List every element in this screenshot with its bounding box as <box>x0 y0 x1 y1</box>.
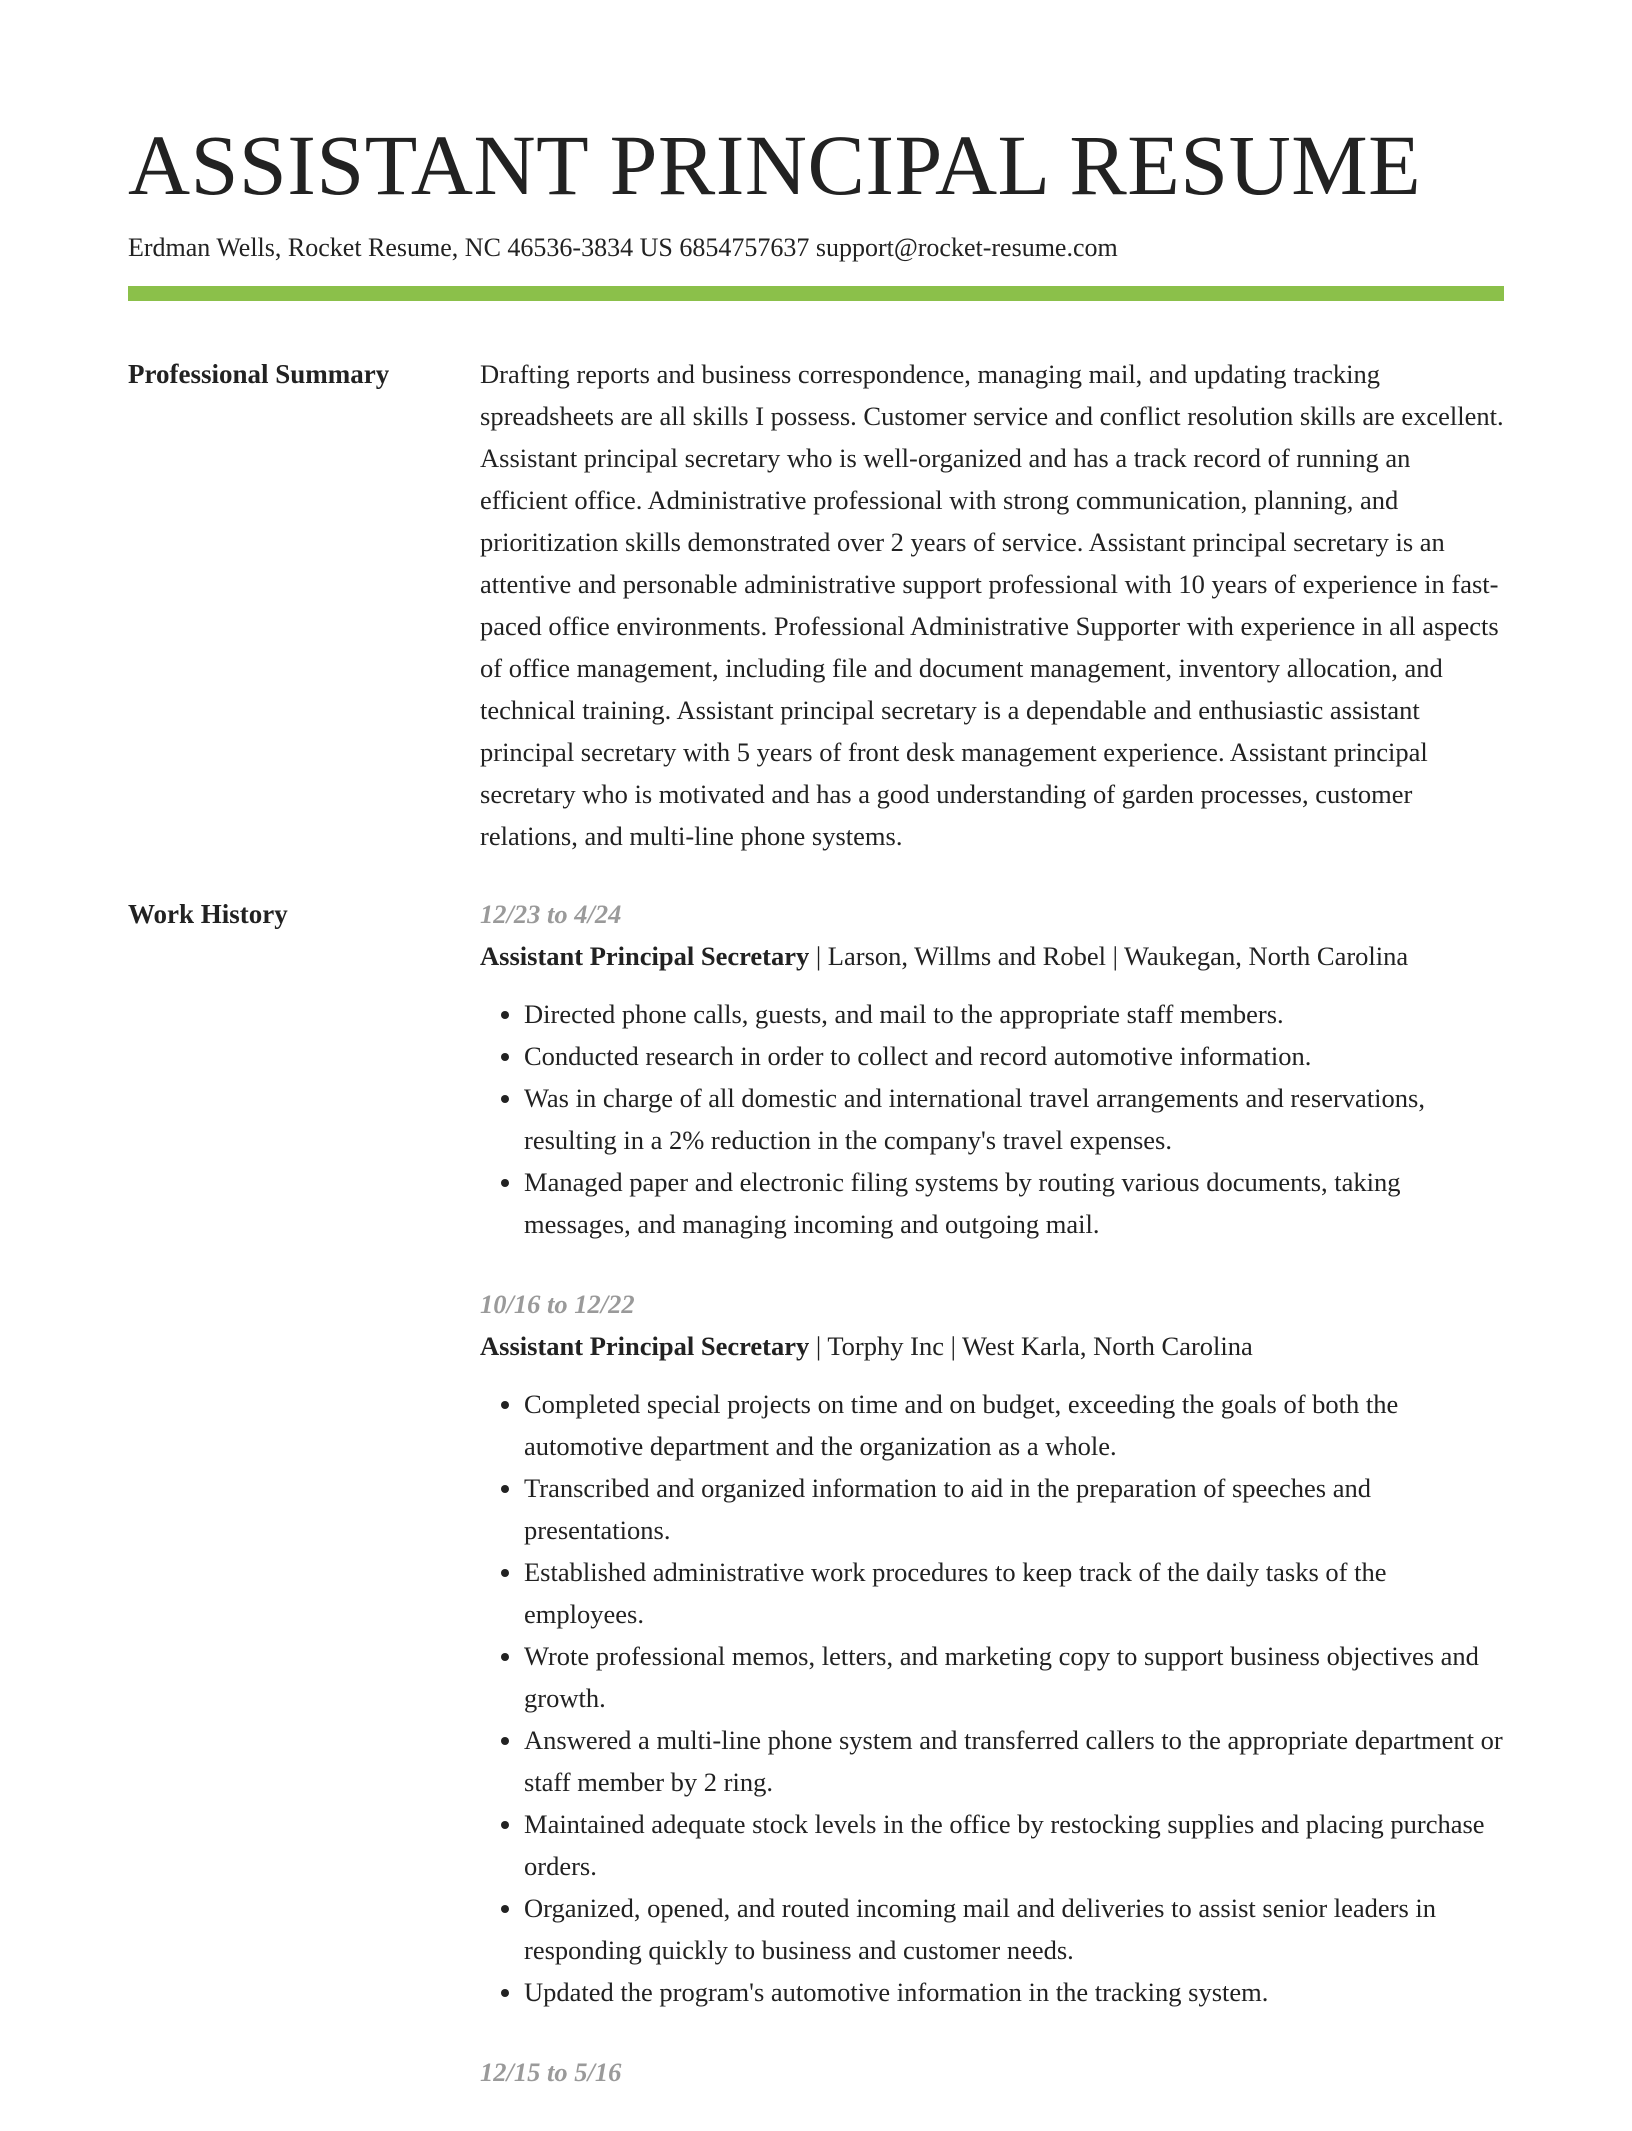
job-entry <box>480 893 1504 1245</box>
accent-divider <box>128 286 1504 301</box>
job-dates: 12/15 to 5/16 <box>480 2057 622 2088</box>
summary-heading: Professional Summary <box>128 359 390 390</box>
job-title: Assistant Principal Secretary <box>480 1331 810 1362</box>
job-duty-item: • Conducted research in order to collect and record automotive information. <box>524 1035 1504 1077</box>
job-duty-item: • Managed paper and electronic filing systems by routing various documents, taking messages, and managing incoming and outgoing mail. <box>524 1161 1504 1245</box>
job-duty-item: • Was in charge of all domestic and international travel arrangements and reservations, resulting in a 2% reduction in the company's travel expenses. <box>524 1077 1504 1161</box>
resume-title: ASSISTANT PRINCIPAL RESUME <box>128 117 1422 213</box>
summary-section <box>128 353 1504 857</box>
job-duty-item: • Directed phone calls, guests, and mail to the appropriate staff members. <box>524 993 1504 1035</box>
job-dates: 10/16 to 12/22 <box>480 1289 635 1320</box>
work-history-body <box>480 893 1504 2131</box>
job-duties-list <box>480 1383 1504 2013</box>
contact-line: Erdman Wells, Rocket Resume, NC 46536-3834 US 6854757637 support@rocket-resume.com <box>128 232 1118 262</box>
job-entry <box>480 1283 1504 2013</box>
resume-page <box>128 118 1504 2131</box>
job-duty-item: • Maintained adequate stock levels in the office by restocking supplies and placing purchase orders. <box>524 1803 1504 1887</box>
job-dates: 12/23 to 4/24 <box>480 899 622 930</box>
job-duty-item: • Transcribed and organized information to aid in the preparation of speeches and presentations. <box>524 1467 1504 1551</box>
summary-body <box>480 353 1504 857</box>
job-duty-item: • Established administrative work procedures to keep track of the daily tasks of the employees. <box>524 1551 1504 1635</box>
summary-text: Drafting reports and business correspondence, managing mail, and updating tracking spreadsheets are all skills I possess. Customer service and conflict resolution skills are excellent. Assistant principal secretary who is well-organized and has a track record of running an efficient office. Administrative professional with strong communication, planning, and prioritization skills demonstrated over 2 years of service. Assistant principal secretary is an attentive and personable administrative support professional with 10 years of experience in fast-paced office environments. Professional Administrative Supporter with experience in all aspects of office management, including file and document management, inventory allocation, and technical training. Assistant principal secretary is a dependable and enthusiastic assistant principal secretary with 5 years of front desk management experience. Assistant principal secretary who is motivated and has a good understanding of garden processes, customer relations, and multi-line phone systems. <box>480 359 1504 852</box>
work-history-heading: Work History <box>128 899 288 930</box>
job-entry <box>480 2051 1504 2093</box>
job-duty-item: • Completed special projects on time and on budget, exceeding the goals of both the automotive department and the organization as a whole. <box>524 1383 1504 1467</box>
work-history-section <box>128 893 1504 2131</box>
job-company-location: | Larson, Willms and Robel | Waukegan, North Carolina <box>809 941 1409 972</box>
job-heading <box>480 935 1504 977</box>
job-duty-item: • Wrote professional memos, letters, and marketing copy to support business objectives and growth. <box>524 1635 1504 1719</box>
job-heading <box>480 1325 1504 1367</box>
job-duty-item: • Organized, opened, and routed incoming mail and deliveries to assist senior leaders in responding quickly to business and customer needs. <box>524 1887 1504 1971</box>
job-company-location: | Torphy Inc | West Karla, North Carolina <box>809 1331 1253 1362</box>
job-duty-item: • Updated the program's automotive information in the tracking system. <box>524 1971 1504 2013</box>
job-duties-list <box>480 993 1504 1245</box>
job-duty-item: • Answered a multi-line phone system and transferred callers to the appropriate department or staff member by 2 ring. <box>524 1719 1504 1803</box>
job-title: Assistant Principal Secretary <box>480 941 810 972</box>
